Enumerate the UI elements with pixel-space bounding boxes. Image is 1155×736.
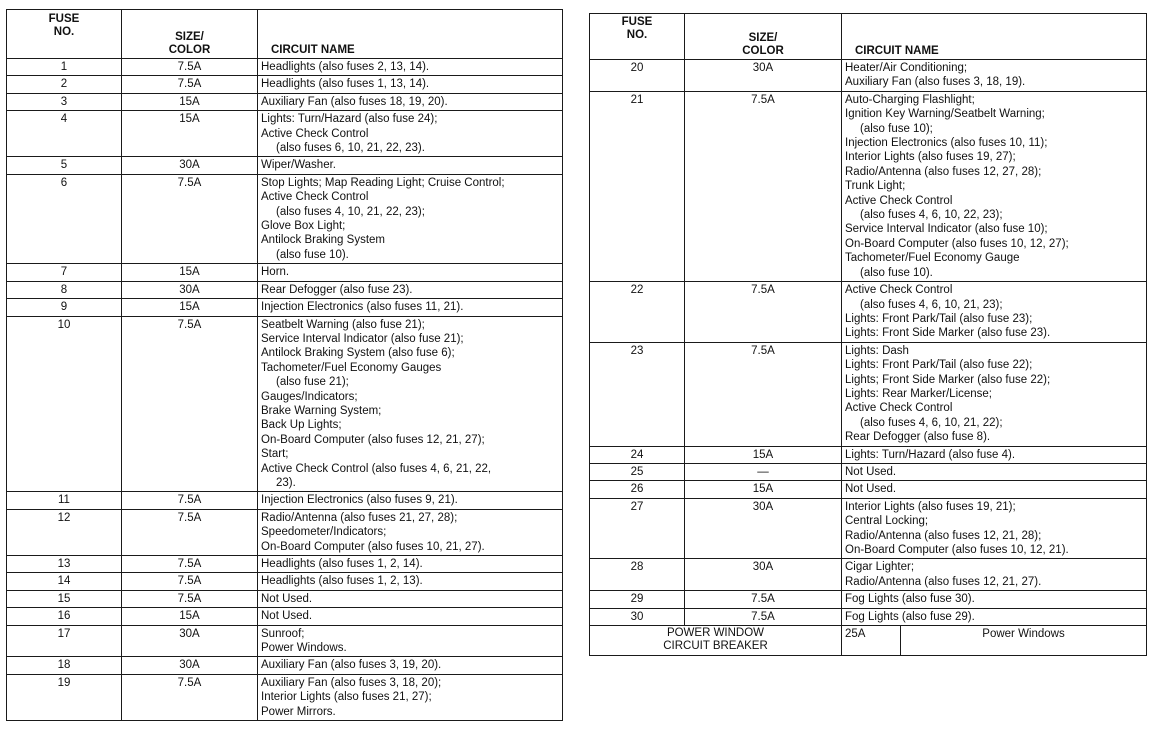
fuse-size: 7.5A (122, 674, 258, 720)
circuit-line: Radio/Antenna (also fuses 12, 21, 28); (845, 529, 1042, 542)
circuit-breaker-row (590, 626, 1147, 656)
circuit-name-cell (842, 608, 1147, 625)
fuse-number: 18 (7, 657, 122, 674)
circuit-line: 23). (276, 476, 296, 489)
circuit-name-cell (258, 264, 563, 281)
fuse-size: 7.5A (122, 556, 258, 573)
circuit-line: (also fuses 6, 10, 21, 22, 23). (276, 142, 425, 155)
fuse-number: 10 (7, 316, 122, 492)
circuit-name-cell (258, 174, 563, 263)
circuit-line: Auxiliary Fan (also fuses 3, 18, 20); (261, 676, 442, 689)
header-size-color-text: SIZE/ COLOR (742, 32, 784, 57)
circuit-line: Service Interval Indicator (also fuse 21); (261, 332, 464, 345)
fuse-size: 15A (122, 111, 258, 157)
fuse-size: 15A (685, 481, 842, 498)
header-fuse-no (590, 14, 685, 60)
fuse-size: — (685, 463, 842, 480)
circuit-line: Tachometer/Fuel Economy Gauge (845, 252, 1020, 265)
header-fuse-no-text: FUSE NO. (48, 13, 80, 38)
circuit-name-cell (258, 657, 563, 674)
fuse-size: 7.5A (122, 492, 258, 509)
circuit-line: Start; (261, 448, 289, 461)
circuit-line: Active Check Control (261, 191, 369, 204)
fuse-number: 28 (590, 559, 685, 591)
circuit-line: Fog Lights (also fuse 30). (845, 593, 975, 606)
circuit-line: Injection Electronics (also fuses 10, 11); (845, 137, 1048, 150)
fuse-number: 27 (590, 498, 685, 559)
fuse-number: 9 (7, 299, 122, 316)
circuit-line: Auto-Charging Flashlight; (845, 93, 975, 106)
fuse-table-left (6, 9, 563, 721)
circuit-name-cell (842, 463, 1147, 480)
fuse-number: 14 (7, 573, 122, 590)
fuse-size: 7.5A (122, 76, 258, 93)
fuse-row (590, 559, 1147, 591)
circuit-line: Trunk Light; (845, 180, 906, 193)
circuit-line: Glove Box Light; (261, 220, 346, 233)
circuit-line: (also fuses 4, 10, 21, 22, 23); (276, 205, 425, 218)
fuse-size: 15A (122, 93, 258, 110)
circuit-line: Radio/Antenna (also fuses 12, 21, 27). (845, 575, 1042, 588)
header-size-color-text: SIZE/ COLOR (168, 31, 211, 56)
circuit-line: (also fuses 4, 6, 10, 22, 23); (860, 209, 1003, 222)
circuit-line: Brake Warning System; (261, 404, 382, 417)
header-row (590, 14, 1147, 60)
circuit-name-cell (258, 59, 563, 76)
fuse-number: 2 (7, 76, 122, 93)
fuse-size: 30A (685, 60, 842, 92)
circuit-breaker-name: Power Windows (901, 626, 1147, 656)
circuit-line: Cigar Lighter; (845, 561, 915, 574)
header-fuse-no-text: FUSE NO. (621, 16, 653, 41)
circuit-name-cell (258, 281, 563, 298)
circuit-line: Power Windows. (261, 642, 347, 655)
fuse-row (7, 509, 563, 555)
fuse-row (7, 492, 563, 509)
fuse-number: 20 (590, 60, 685, 92)
circuit-line: (also fuses 4, 6, 10, 21, 23); (860, 298, 1003, 311)
header-fuse-no (7, 10, 122, 59)
circuit-line: Service Interval Indicator (also fuse 10); (845, 223, 1048, 236)
circuit-line: Not Used. (845, 465, 897, 478)
header-size-color (122, 10, 258, 59)
circuit-line: Lights: Turn/Hazard (also fuse 24); (261, 113, 438, 126)
circuit-line: Active Check Control (261, 127, 369, 140)
fuse-number: 17 (7, 625, 122, 657)
circuit-line: Horn. (261, 266, 290, 279)
circuit-name-cell (842, 559, 1147, 591)
circuit-line: (also fuses 4, 6, 10, 21, 22); (860, 416, 1003, 429)
fuse-size: 7.5A (122, 590, 258, 607)
fuse-size: 7.5A (685, 608, 842, 625)
fuse-row (7, 264, 563, 281)
right-table-body (590, 60, 1147, 626)
circuit-breaker-label (590, 626, 842, 656)
fuse-size: 30A (122, 625, 258, 657)
fuse-row (7, 111, 563, 157)
fuse-row (7, 174, 563, 263)
fuse-row (590, 91, 1147, 281)
fuse-number: 24 (590, 446, 685, 463)
fuse-size: 30A (685, 559, 842, 591)
fuse-row (590, 446, 1147, 463)
fuse-size: 7.5A (122, 573, 258, 590)
header-circuit-name-text: CIRCUIT NAME (855, 44, 939, 57)
circuit-line: Interior Lights (also fuses 19, 27); (845, 151, 1016, 164)
circuit-name-cell (258, 608, 563, 625)
fuse-row (590, 463, 1147, 480)
header-circuit-name (842, 14, 1147, 60)
fuse-number: 29 (590, 591, 685, 608)
fuse-number: 26 (590, 481, 685, 498)
circuit-line: On-Board Computer (also fuses 12, 21, 27); (261, 433, 485, 446)
circuit-line: Central Locking; (845, 515, 929, 528)
fuse-table-right (589, 13, 1147, 656)
circuit-line: Lights: Front Side Marker (also fuse 23). (845, 327, 1051, 340)
circuit-line: Lights: Dash (845, 344, 909, 357)
circuit-line: Radio/Antenna (also fuses 12, 27, 28); (845, 165, 1042, 178)
header-circuit-name-text: CIRCUIT NAME (271, 43, 355, 56)
circuit-line: Seatbelt Warning (also fuse 21); (261, 318, 425, 331)
circuit-line: Lights: Front Park/Tail (also fuse 22); (845, 359, 1033, 372)
circuit-line: On-Board Computer (also fuses 10, 12, 27); (845, 237, 1069, 250)
fuse-row (590, 608, 1147, 625)
circuit-name-cell (842, 60, 1147, 92)
fuse-size: 15A (122, 264, 258, 281)
circuit-name-cell (258, 509, 563, 555)
fuse-size: 30A (122, 281, 258, 298)
circuit-line: Active Check Control (also fuses 4, 6, 21, 22, (261, 462, 492, 475)
fuse-size: 30A (122, 157, 258, 174)
fuse-size: 7.5A (122, 509, 258, 555)
circuit-name-cell (258, 157, 563, 174)
circuit-line: (also fuse 21); (276, 376, 349, 389)
fuse-size: 30A (685, 498, 842, 559)
circuit-line: (also fuse 10). (860, 266, 933, 279)
circuit-line: Not Used. (261, 592, 313, 605)
circuit-line: Auxiliary Fan (also fuses 3, 19, 20). (261, 659, 442, 672)
circuit-line: Lights: Front Park/Tail (also fuse 23); (845, 312, 1033, 325)
circuit-line: Injection Electronics (also fuses 11, 21). (261, 301, 464, 314)
circuit-line: Wiper/Washer. (261, 159, 336, 172)
fuse-row (7, 674, 563, 720)
circuit-name-cell (842, 91, 1147, 281)
circuit-line: Headlights (also fuses 1, 13, 14). (261, 78, 430, 91)
circuit-line: Radio/Antenna (also fuses 21, 27, 28); (261, 511, 458, 524)
circuit-name-cell (258, 76, 563, 93)
circuit-line: Injection Electronics (also fuses 9, 21). (261, 494, 458, 507)
circuit-name-cell (258, 299, 563, 316)
fuse-row (7, 657, 563, 674)
fuse-number: 11 (7, 492, 122, 509)
fuse-row (590, 342, 1147, 446)
fuse-row (7, 281, 563, 298)
circuit-line: Not Used. (261, 610, 313, 623)
fuse-number: 19 (7, 674, 122, 720)
header-row (7, 10, 563, 59)
fuse-row (7, 157, 563, 174)
fuse-row (7, 93, 563, 110)
circuit-line: Power Mirrors. (261, 705, 336, 718)
fuse-number: 16 (7, 608, 122, 625)
circuit-name-cell (258, 625, 563, 657)
fuse-size: 7.5A (685, 342, 842, 446)
circuit-line: On-Board Computer (also fuses 10, 12, 21). (845, 544, 1069, 556)
fuse-row (590, 282, 1147, 343)
fuse-number: 7 (7, 264, 122, 281)
circuit-line: Lights: Turn/Hazard (also fuse 4). (845, 448, 1016, 461)
fuse-size: 7.5A (122, 174, 258, 263)
fuse-number: 3 (7, 93, 122, 110)
circuit-line: Auxiliary Fan (also fuses 18, 19, 20). (261, 95, 448, 108)
circuit-line: Active Check Control (845, 194, 953, 207)
circuit-name-cell (842, 498, 1147, 559)
circuit-line: Headlights (also fuses 2, 13, 14). (261, 61, 430, 73)
circuit-line: Fog Lights (also fuse 29). (845, 610, 975, 623)
fuse-number: 30 (590, 608, 685, 625)
circuit-line: Headlights (also fuses 1, 2, 14). (261, 558, 423, 570)
fuse-row (7, 59, 563, 76)
circuit-line: Heater/Air Conditioning; (845, 62, 968, 74)
fuse-row (7, 556, 563, 573)
fuse-row (590, 591, 1147, 608)
fuse-number: 4 (7, 111, 122, 157)
fuse-size: 15A (122, 608, 258, 625)
circuit-name-cell (258, 111, 563, 157)
header-size-color (685, 14, 842, 60)
circuit-line: Speedometer/Indicators; (261, 526, 387, 539)
circuit-line: Auxiliary Fan (also fuses 3, 18, 19). (845, 76, 1026, 89)
circuit-name-cell (842, 481, 1147, 498)
circuit-line: Lights; Front Side Marker (also fuse 22); (845, 373, 1051, 386)
fuse-row (590, 498, 1147, 559)
circuit-name-cell (258, 674, 563, 720)
circuit-line: Active Check Control (845, 402, 953, 415)
circuit-line: (also fuse 10); (860, 122, 933, 135)
circuit-line: Antilock Braking System (261, 234, 385, 247)
circuit-name-cell (842, 342, 1147, 446)
fuse-size: 7.5A (122, 59, 258, 76)
header-circuit-name (258, 10, 563, 59)
fuse-size: 7.5A (685, 282, 842, 343)
fuse-number: 1 (7, 59, 122, 76)
fuse-row (7, 625, 563, 657)
fuse-row (7, 299, 563, 316)
circuit-line: Gauges/Indicators; (261, 390, 358, 403)
circuit-name-cell (258, 573, 563, 590)
fuse-row (590, 481, 1147, 498)
fuse-row (7, 590, 563, 607)
fuse-size: 15A (122, 299, 258, 316)
circuit-line: Back Up Lights; (261, 419, 342, 432)
circuit-line: Lights: Rear Marker/License; (845, 387, 993, 400)
circuit-line: Tachometer/Fuel Economy Gauges (261, 361, 442, 374)
circuit-line: Interior Lights (also fuses 19, 21); (845, 500, 1016, 513)
fuse-row (7, 573, 563, 590)
circuit-line: Headlights (also fuses 1, 2, 13). (261, 575, 423, 588)
left-table-body (7, 59, 563, 721)
fuse-number: 22 (590, 282, 685, 343)
circuit-line: Interior Lights (also fuses 21, 27); (261, 691, 432, 704)
fuse-size: 15A (685, 446, 842, 463)
fuse-number: 13 (7, 556, 122, 573)
circuit-line: Active Check Control (845, 284, 953, 297)
fuse-row (7, 316, 563, 492)
circuit-line: Sunroof; (261, 627, 305, 640)
circuit-line: (also fuse 10). (276, 248, 349, 261)
fuse-number: 15 (7, 590, 122, 607)
fuse-number: 8 (7, 281, 122, 298)
circuit-line: On-Board Computer (also fuses 10, 21, 27). (261, 540, 485, 553)
circuit-name-cell (258, 556, 563, 573)
fuse-number: 12 (7, 509, 122, 555)
fuse-row (7, 608, 563, 625)
circuit-line: Ignition Key Warning/Seatbelt Warning; (845, 108, 1045, 121)
circuit-name-cell (258, 93, 563, 110)
fuse-number: 6 (7, 174, 122, 263)
circuit-name-cell (258, 492, 563, 509)
fuse-number: 21 (590, 91, 685, 281)
fuse-number: 23 (590, 342, 685, 446)
fuse-row (590, 60, 1147, 92)
fuse-size: 7.5A (685, 591, 842, 608)
circuit-name-cell (842, 446, 1147, 463)
fuse-size: 7.5A (685, 91, 842, 281)
circuit-name-cell (258, 590, 563, 607)
circuit-line: Not Used. (845, 483, 897, 496)
circuit-breaker-label-text: POWER WINDOW CIRCUIT BREAKER (663, 627, 768, 653)
fuse-row (7, 76, 563, 93)
circuit-line: Stop Lights; Map Reading Light; Cruise Control; (261, 176, 505, 189)
fuse-number: 25 (590, 463, 685, 480)
circuit-name-cell (842, 282, 1147, 343)
fuse-number: 5 (7, 157, 122, 174)
circuit-breaker-size: 25A (842, 626, 901, 656)
circuit-name-cell (258, 316, 563, 492)
fuse-size: 7.5A (122, 316, 258, 492)
circuit-line: Rear Defogger (also fuse 8). (845, 431, 991, 444)
circuit-line: Rear Defogger (also fuse 23). (261, 283, 413, 296)
fuse-size: 30A (122, 657, 258, 674)
circuit-name-cell (842, 591, 1147, 608)
circuit-line: Antilock Braking System (also fuse 6); (261, 347, 455, 360)
